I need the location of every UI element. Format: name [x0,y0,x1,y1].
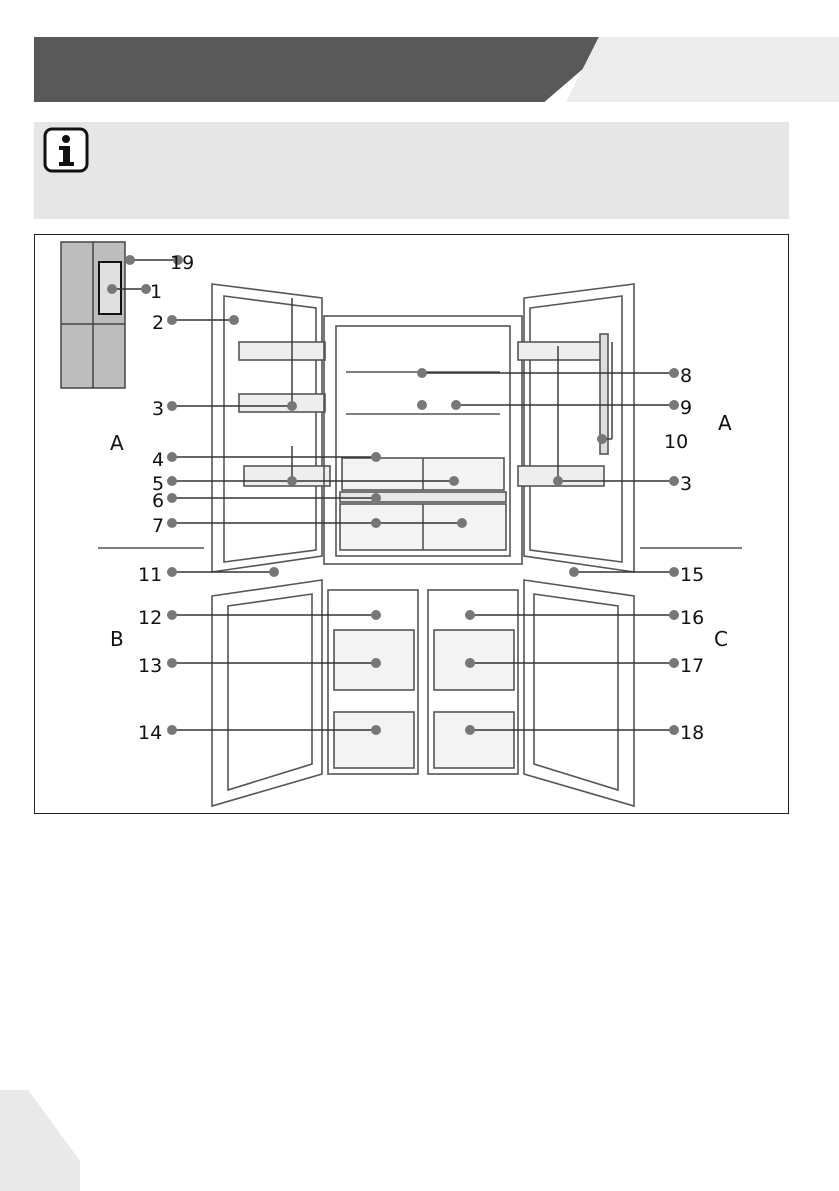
callout-4: 4 [152,449,165,471]
callout-14: 14 [138,722,163,744]
callout-13: 13 [138,655,163,677]
header-tab [566,37,839,102]
right-fridge-door [518,284,634,572]
callout-15: 15 [680,564,705,586]
callout-12: 12 [138,607,163,629]
callout-7: 7 [152,515,165,537]
info-box [34,122,789,219]
callout-17: 17 [680,655,705,677]
corner-tab [0,1090,80,1191]
callout-1: 1 [150,281,163,303]
fridge-diagram [34,234,789,814]
zone-a-right: A [718,411,732,435]
callout-3-left: 3 [152,398,165,420]
callout-2: 2 [152,312,165,334]
header-bar [34,37,614,102]
freezer-section [212,580,634,806]
callout-18: 18 [680,722,705,744]
inset-fridge [61,242,125,388]
zone-b: B [110,627,124,651]
center-cabinet [324,316,522,564]
callout-11: 11 [138,564,163,586]
callout-16: 16 [680,607,705,629]
callout-6: 6 [152,490,165,512]
zone-a-left: A [110,431,124,455]
callout-10: 10 [664,431,689,453]
left-fridge-door [212,284,330,572]
info-icon [43,127,89,173]
zone-c: C [714,627,728,651]
callout-8: 8 [680,365,693,387]
callout-5: 5 [152,473,165,495]
callout-19: 19 [170,252,195,274]
callout-3-right: 3 [680,473,693,495]
callout-9: 9 [680,397,693,419]
